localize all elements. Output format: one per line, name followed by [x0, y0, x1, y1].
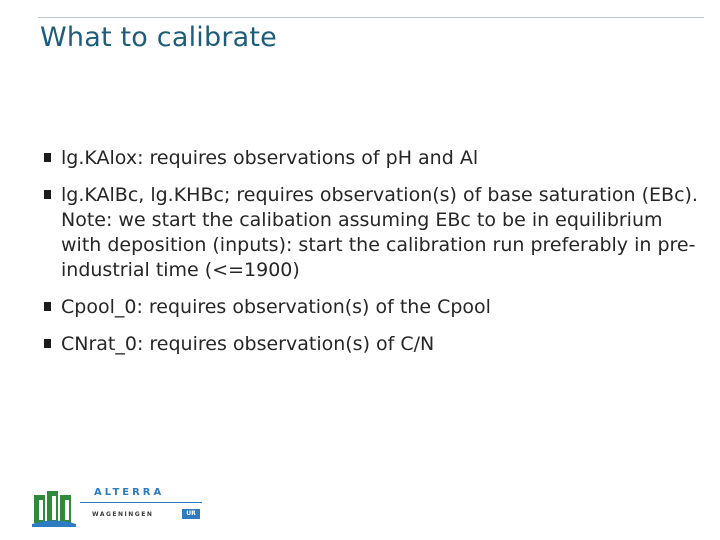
bullet-list [44, 146, 704, 369]
top-rule [38, 17, 704, 18]
logo-divider [80, 502, 202, 503]
bullet-text: lg.KAlBc, lg.KHBc; requires observation(s) of base saturation (EBc). Note: we start the calibation assuming EBc to be in equilibrium with deposition (inputs): start the calibration run preferably in pre-industrial time (<=1900) [61, 184, 698, 281]
logo-ur-badge: UR [182, 509, 200, 519]
bullet-item [44, 332, 704, 357]
bullet-text: CNrat_0: requires observation(s) of C/N [61, 333, 435, 355]
bullet-square-icon [44, 190, 51, 199]
logo-subtitle: WAGENINGEN [92, 511, 154, 518]
logo-mark-icon [32, 487, 76, 527]
bullet-item [44, 295, 704, 320]
bullet-item [44, 183, 704, 283]
slide-title: What to calibrate [40, 22, 277, 53]
bullet-square-icon [44, 339, 51, 348]
bullet-text: Cpool_0: requires observation(s) of the Cpool [61, 296, 491, 318]
bullet-square-icon [44, 153, 51, 162]
bullet-text: lg.KAlox: requires observations of pH and Al [61, 147, 479, 169]
bullet-item [44, 146, 704, 171]
bullet-square-icon [44, 302, 51, 311]
alterra-logo [32, 487, 204, 527]
logo-name: ALTERRA [94, 487, 165, 498]
